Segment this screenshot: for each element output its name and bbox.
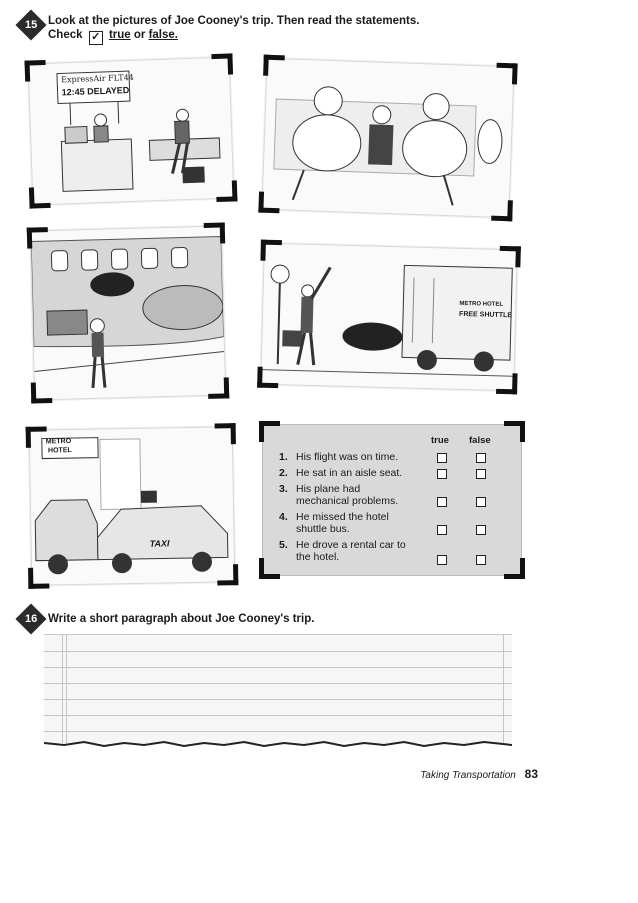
quiz-item-number: 4. xyxy=(279,511,288,523)
delayed-sign-line-1: ExpressAir FLT44 xyxy=(61,72,134,85)
page-number: 83 xyxy=(524,767,538,781)
checkbox-true-1[interactable] xyxy=(437,453,447,463)
true-word: true xyxy=(108,29,131,41)
exercise-15-badge xyxy=(15,9,46,40)
picture-3-illustration xyxy=(31,227,225,400)
checkbox-true-3[interactable] xyxy=(437,497,447,507)
quiz-item-text: He missed the hotel shuttle bus. xyxy=(296,511,389,535)
checkbox-false-1[interactable] xyxy=(476,453,486,463)
picture-1-delayed-flight xyxy=(28,57,235,206)
true-false-quiz xyxy=(262,424,522,576)
checkbox-false-2[interactable] xyxy=(476,469,486,479)
quiz-item-number: 3. xyxy=(279,483,288,495)
taxi-text: TAXI xyxy=(149,538,170,549)
picture-4-missed-shuttle xyxy=(260,243,518,392)
footer-title: Taking Transportation xyxy=(420,770,516,781)
bus-text-line-2: FREE SHUTTLE xyxy=(459,310,513,320)
checkmark-icon: ✓ xyxy=(89,31,103,45)
hotel-sign-line-1: METRO xyxy=(45,438,72,446)
exercise-16-number: 16 xyxy=(24,613,38,625)
instruction-line-1: Look at the pictures of Joe Cooney's trip. Then read the statements. xyxy=(48,15,420,27)
writing-area[interactable] xyxy=(44,634,512,743)
picture-3-plane-problem xyxy=(30,226,226,401)
torn-edge xyxy=(44,739,512,749)
exercise-16-instruction: Write a short paragraph about Joe Cooney's trip. xyxy=(48,613,315,625)
delayed-sign-line-2: 12:45 DELAYED xyxy=(61,85,130,98)
quiz-item-number: 5. xyxy=(279,539,288,551)
quiz-item-number: 1. xyxy=(279,451,288,463)
bus-text-line-1: METRO HOTEL xyxy=(459,300,504,308)
false-word: false. xyxy=(148,29,178,41)
exercise-15-instruction xyxy=(48,14,419,45)
instruction-line-2 xyxy=(48,28,419,45)
or-word: or xyxy=(133,29,146,41)
checkbox-false-4[interactable] xyxy=(476,525,486,535)
header-false: false xyxy=(469,435,491,446)
quiz-item-text: His plane had mechanical problems. xyxy=(296,483,399,507)
page-footer xyxy=(420,767,538,781)
checkbox-true-4[interactable] xyxy=(437,525,447,535)
picture-5-taxi-crash xyxy=(29,426,236,586)
checkbox-false-5[interactable] xyxy=(476,555,486,565)
checkbox-true-2[interactable] xyxy=(437,469,447,479)
picture-2-illustration xyxy=(262,59,513,217)
hotel-sign-line-2: HOTEL xyxy=(47,447,72,455)
quiz-item-number: 2. xyxy=(279,467,288,479)
checkbox-true-5[interactable] xyxy=(437,555,447,565)
checkbox-false-3[interactable] xyxy=(476,497,486,507)
quiz-item-text: His flight was on time. xyxy=(296,451,399,463)
header-true: true xyxy=(431,435,449,446)
exercise-16-badge xyxy=(15,603,46,634)
quiz-item-text: He sat in an aisle seat. xyxy=(296,467,403,479)
check-word: Check xyxy=(48,29,83,41)
exercise-15-number: 15 xyxy=(24,19,38,31)
picture-2-middle-seat xyxy=(261,58,514,219)
quiz-item-text: He drove a rental car to the hotel. xyxy=(296,539,406,563)
